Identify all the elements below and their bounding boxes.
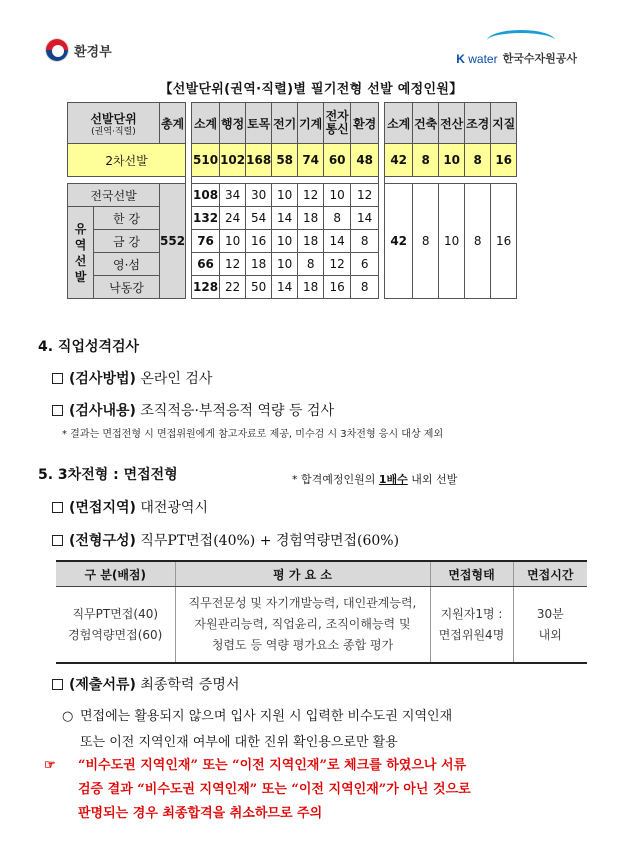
regional-label: 유역선발 bbox=[68, 207, 94, 299]
table-cell: 14 bbox=[324, 230, 351, 253]
interview-table bbox=[56, 560, 587, 664]
docs-circle-note: ○ 면접에는 활용되지 않으며 입사 지원 시 입력한 비수도권 지역인재 또는 이전 지역인재 여부에 대한 진위 확인용으로만 활용 bbox=[62, 704, 592, 756]
table-cell: 66 bbox=[192, 253, 220, 276]
table-cell: 18 bbox=[246, 253, 272, 276]
table-cell: 10 bbox=[272, 184, 298, 207]
checkbox-icon bbox=[52, 405, 63, 416]
table-cell: 54 bbox=[246, 207, 272, 230]
table-cell: 18 bbox=[298, 276, 324, 299]
table-cell: 8 bbox=[465, 184, 491, 299]
table-cell: 16 bbox=[246, 230, 272, 253]
col-header: 토목 bbox=[246, 103, 272, 144]
table-cell: 8 bbox=[413, 144, 439, 177]
table-cell: 108 bbox=[192, 184, 220, 207]
kwater-logo bbox=[456, 34, 577, 66]
checkbox-icon bbox=[52, 535, 63, 546]
table1-second-row bbox=[68, 144, 517, 177]
table-cell: 42 bbox=[385, 144, 413, 177]
table-cell: 8 bbox=[351, 276, 379, 299]
table1-title: 【선발단위(권역·직렬)별 필기전형 선발 예정인원】 bbox=[159, 82, 463, 97]
table-cell: 60 bbox=[324, 144, 351, 177]
table-cell: 10 bbox=[439, 184, 465, 299]
table1-national-row bbox=[68, 184, 517, 207]
sec4-item-content: (검사내용) 조직적응·부적응적 역량 등 검사 bbox=[52, 400, 334, 420]
kwater-arc-icon bbox=[487, 30, 555, 51]
sec5-item-location: (면접지역) 대전광역시 bbox=[52, 497, 208, 517]
table-cell: 76 bbox=[192, 230, 220, 253]
selection-quota-table bbox=[67, 102, 517, 299]
table2-row bbox=[56, 587, 587, 664]
table-cell: 8 bbox=[298, 253, 324, 276]
row-label: 영·섬 bbox=[94, 253, 160, 276]
col-header: 건축 bbox=[413, 103, 439, 144]
col-header: 환경 bbox=[351, 103, 379, 144]
row-label: 낙동강 bbox=[94, 276, 160, 299]
col-header: 구 분(배점) bbox=[56, 561, 175, 587]
table-cell: 10 bbox=[272, 253, 298, 276]
table1-header-row bbox=[68, 103, 517, 144]
col-header: 전산 bbox=[439, 103, 465, 144]
col-header: 전기 bbox=[272, 103, 298, 144]
table-cell: 14 bbox=[272, 207, 298, 230]
table-cell: 50 bbox=[246, 276, 272, 299]
section5-title: 5. 3차전형 : 면접전형 bbox=[38, 467, 178, 483]
col-header: 면접시간 bbox=[513, 561, 587, 587]
table-cell: 12 bbox=[298, 184, 324, 207]
pointing-hand-icon: ☞ bbox=[44, 758, 56, 773]
checkbox-icon bbox=[52, 373, 63, 384]
table-cell: 8 bbox=[351, 230, 379, 253]
table1-spacer-row bbox=[68, 177, 517, 184]
ministry-emblem-icon bbox=[45, 38, 69, 62]
table-cell: 18 bbox=[298, 230, 324, 253]
table-cell: 102 bbox=[220, 144, 246, 177]
table-cell: 12 bbox=[351, 184, 379, 207]
row-label: 2차선발 bbox=[68, 144, 186, 177]
table-cell: 직무전문성 및 자기개발능력, 대인관계능력, 자원관리능력, 직업윤리, 조직이해능력 및 청렴도 등 역량 평가요소 종합 평가 bbox=[175, 587, 430, 664]
col-header: 행정 bbox=[220, 103, 246, 144]
ministry-name: 환경부 bbox=[74, 44, 112, 60]
table-cell: 34 bbox=[220, 184, 246, 207]
table2-header-row bbox=[56, 561, 587, 587]
table-cell: 14 bbox=[272, 276, 298, 299]
table-cell: 22 bbox=[220, 276, 246, 299]
table-cell: 58 bbox=[272, 144, 298, 177]
grand-total-cell: 552 bbox=[160, 184, 186, 299]
table-cell: 8 bbox=[324, 207, 351, 230]
col-header: 조경 bbox=[465, 103, 491, 144]
col-header: 전자통신 bbox=[324, 103, 351, 144]
table-cell: 30 bbox=[246, 184, 272, 207]
table-cell: 30분 내외 bbox=[513, 587, 587, 664]
circle-bullet-icon: ○ bbox=[62, 709, 74, 724]
sec4-item-method: (검사방법) 온라인 검사 bbox=[52, 368, 212, 388]
sec5-note: * 합격예정인원의 1배수 내외 선발 bbox=[292, 473, 458, 486]
table-cell: 12 bbox=[220, 253, 246, 276]
table-cell: 132 bbox=[192, 207, 220, 230]
table-cell: 42 bbox=[385, 184, 413, 299]
row-label: 금 강 bbox=[94, 230, 160, 253]
page-header bbox=[45, 34, 577, 66]
col-header: 지질 bbox=[491, 103, 517, 144]
table-cell: 16 bbox=[491, 184, 517, 299]
col-header: 소계 bbox=[385, 103, 413, 144]
table-cell: 직무PT면접(40) 경험역량면접(60) bbox=[56, 587, 175, 664]
table-cell: 10 bbox=[439, 144, 465, 177]
col-header: 소계 bbox=[192, 103, 220, 144]
kwater-name: 한국수자원공사 bbox=[502, 52, 577, 65]
table-cell: 510 bbox=[192, 144, 220, 177]
kwater-brand: K water bbox=[456, 52, 498, 66]
docs-warning: ☞ “비수도권 지역인재” 또는 “이전 지역인재”로 체크를 하였으나 서류 검증 결과 “비수도권 지역인재” 또는 “이전 지역인재”가 아닌 것으로 판명되는 경우 최종합격을 취소하므로 주의 bbox=[44, 754, 592, 826]
row-label: 전국선발 bbox=[68, 184, 160, 207]
table-cell: 10 bbox=[324, 184, 351, 207]
table-cell: 48 bbox=[351, 144, 379, 177]
table-cell: 8 bbox=[465, 144, 491, 177]
table-cell: 128 bbox=[192, 276, 220, 299]
table-cell: 74 bbox=[298, 144, 324, 177]
total-header: 총계 bbox=[160, 103, 186, 144]
table-cell: 14 bbox=[351, 207, 379, 230]
row-label: 한 강 bbox=[94, 207, 160, 230]
unit-header: 선발단위 (권역·직렬) bbox=[68, 103, 160, 144]
table-cell: 6 bbox=[351, 253, 379, 276]
checkbox-icon bbox=[52, 679, 63, 690]
col-header: 면접형태 bbox=[430, 561, 513, 587]
col-header: 평 가 요 소 bbox=[175, 561, 430, 587]
col-header: 기계 bbox=[298, 103, 324, 144]
table-cell: 12 bbox=[324, 253, 351, 276]
docs-item: (제출서류) 최종학력 증명서 bbox=[52, 674, 239, 694]
table-cell: 16 bbox=[491, 144, 517, 177]
checkbox-icon bbox=[52, 502, 63, 513]
table-cell: 24 bbox=[220, 207, 246, 230]
sec5-item-composition: (전형구성) 직무PT면접(40%) + 경험역량면접(60%) bbox=[52, 530, 399, 550]
table-cell: 18 bbox=[298, 207, 324, 230]
table-cell: 8 bbox=[413, 184, 439, 299]
ministry-logo bbox=[45, 38, 112, 62]
table-cell: 16 bbox=[324, 276, 351, 299]
table-cell: 168 bbox=[246, 144, 272, 177]
table-cell: 10 bbox=[272, 230, 298, 253]
sec4-note: * 결과는 면접전형 시 면접위원에게 참고자료로 제공, 미수검 시 3차전형 응시 대상 제외 bbox=[62, 429, 444, 440]
table-cell: 10 bbox=[220, 230, 246, 253]
section4-title: 4. 직업성격검사 bbox=[38, 339, 140, 355]
table-cell: 지원자1명 : 면접위원4명 bbox=[430, 587, 513, 664]
